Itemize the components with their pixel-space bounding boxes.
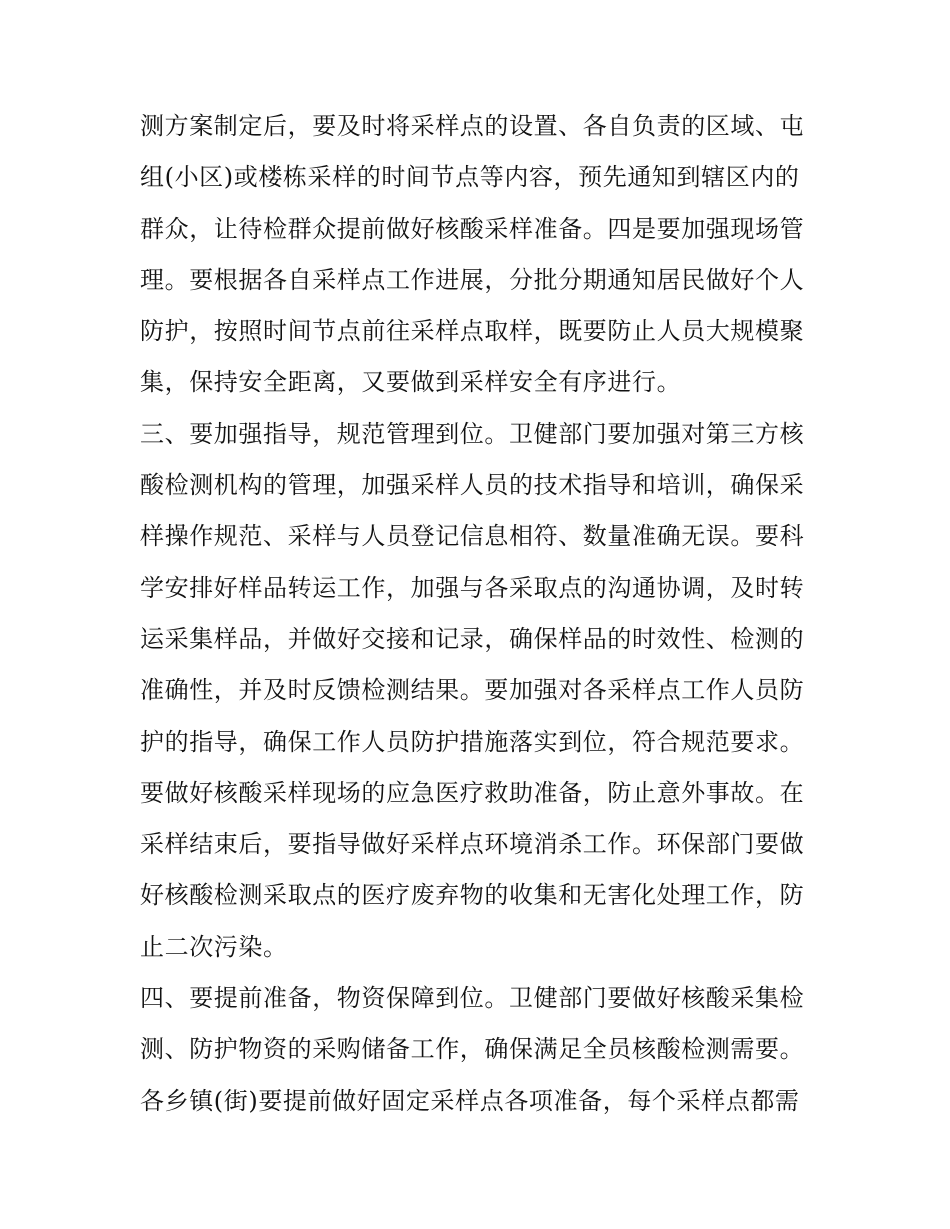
text-line: 采样结束后，要指导做好采样点环境消杀工作。环保部门要做 (140, 830, 805, 859)
text-line: 准确性，并及时反馈检测结果。要加强对各采样点工作人员防 (140, 676, 805, 705)
text-line: 酸检测机构的管理，加强采样人员的技术指导和培训，确保采 (140, 471, 805, 500)
text-line: 样操作规范、采样与人员登记信息相符、数量准确无误。要科 (140, 522, 805, 551)
document-body (140, 101, 820, 1127)
text-line: 群众，让待检群众提前做好核酸采样准备。四是要加强现场管 (140, 214, 805, 243)
text-line: 防护，按照时间节点前往采样点取样，既要防止人员大规模聚 (140, 317, 805, 346)
text-line: 学安排好样品转运工作，加强与各采取点的沟通协调，及时转 (140, 573, 805, 602)
text-line: 测、防护物资的采购储备工作，确保满足全员核酸检测需要。 (140, 1035, 805, 1064)
text-line: 测方案制定后，要及时将采样点的设置、各自负责的区域、屯 (140, 112, 805, 140)
text-line: 四、要提前准备，物资保障到位。卫健部门要做好核酸采集检 (140, 984, 805, 1013)
text-line: 护的指导，确保工作人员防护措施落实到位，符合规范要求。 (140, 727, 805, 756)
text-line: 好核酸检测采取点的医疗废弃物的收集和无害化处理工作，防 (140, 881, 805, 910)
text-line: 各乡镇(街)要提前做好固定采样点各项准备，每个采样点都需 (140, 1086, 800, 1115)
text-line: 集，保持安全距离，又要做到采样安全有序进行。 (140, 368, 682, 397)
text-line: 三、要加强指导，规范管理到位。卫健部门要加强对第三方核 (140, 419, 805, 448)
text-line: 组(小区)或楼栋采样的时间节点等内容，预先通知到辖区内的 (140, 163, 800, 192)
text-line: 理。要根据各自采样点工作进展，分批分期通知居民做好个人 (140, 265, 805, 294)
text-line: 运采集样品，并做好交接和记录，确保样品的时效性、检测的 (140, 624, 805, 653)
text-line: 要做好核酸采样现场的应急医疗救助准备，防止意外事故。在 (140, 778, 805, 807)
text-line: 止二次污染。 (140, 932, 288, 961)
